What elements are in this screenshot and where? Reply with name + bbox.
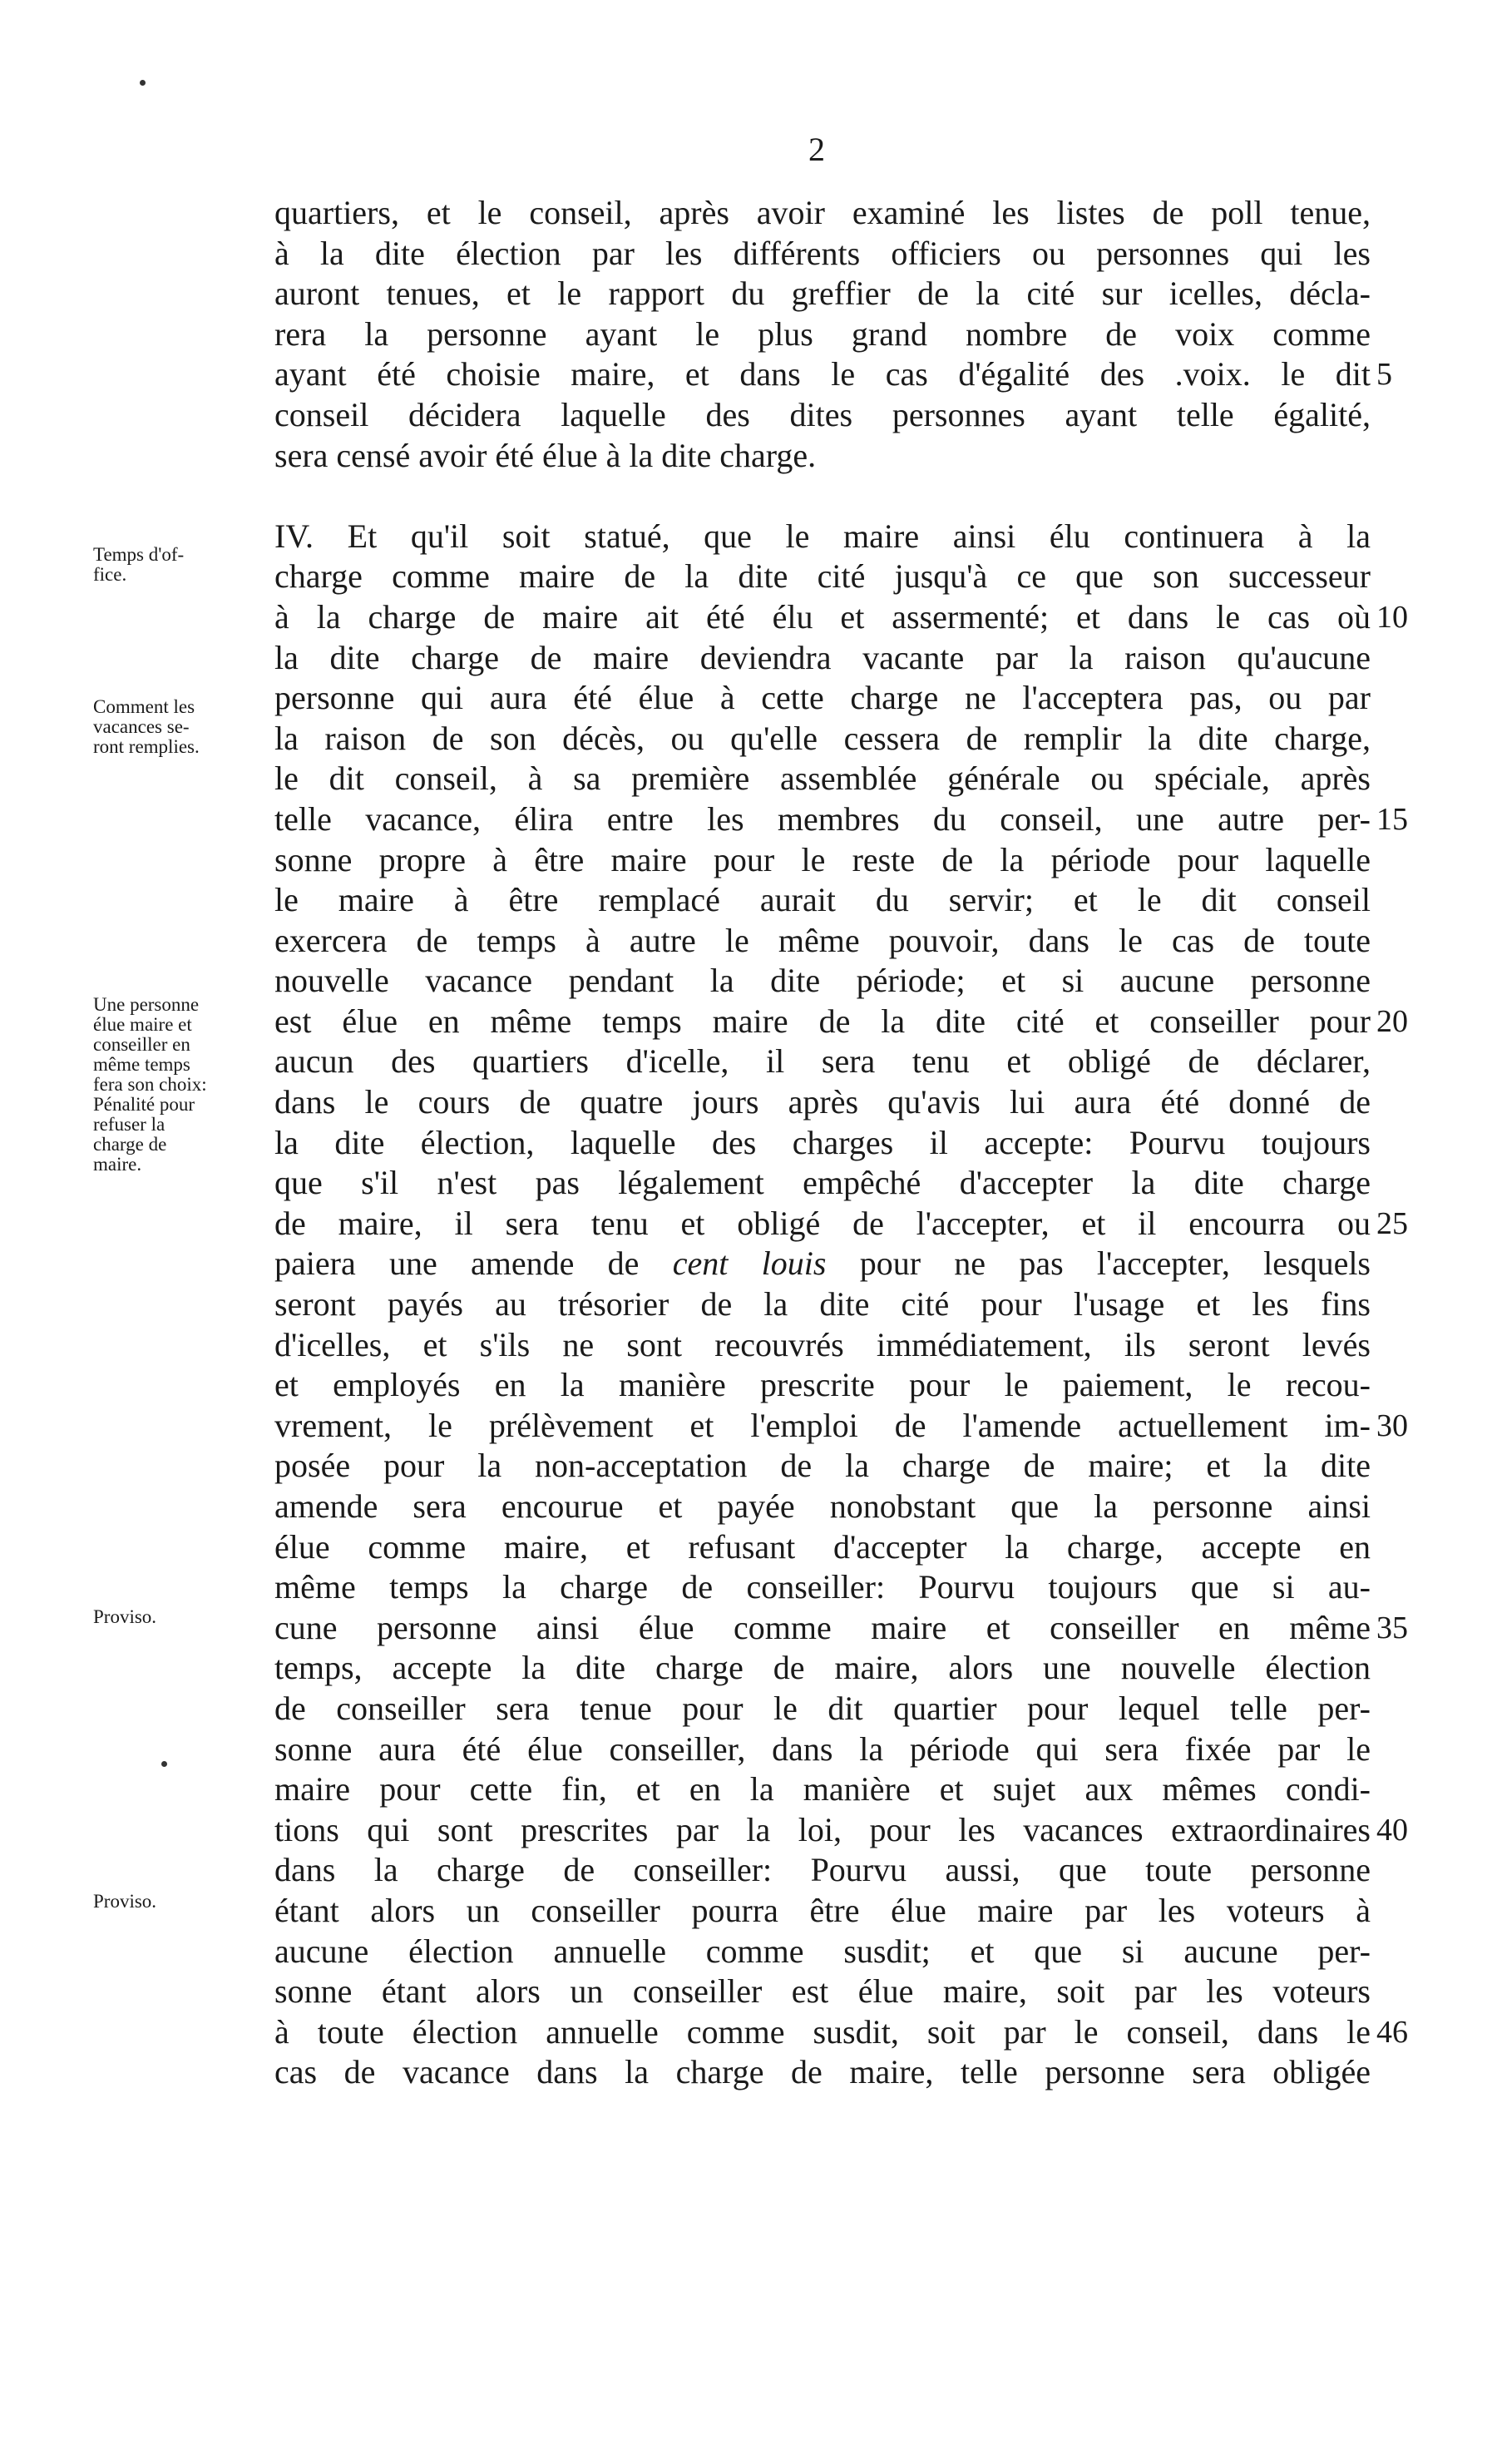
line-number: 35	[1376, 1610, 1408, 1645]
text-line: d'icelles, et s'ils ne sont recouvrés immédiatement, ils seront levés	[274, 1325, 1371, 1363]
text-line: sonne aura été élue conseiller, dans la période qui sera fixée par le	[274, 1729, 1371, 1768]
line-number	[1376, 1769, 1443, 1810]
text-line: aucun des quartiers d'icelle, il sera tenu et obligé de déclarer,	[274, 1042, 1371, 1081]
line-numbers	[1376, 193, 1443, 2093]
margin-note-line: Comment les	[93, 696, 195, 717]
margin-note-vacances	[93, 697, 268, 757]
text-line: telle vacance, élira entre les membres du conseil, une autre per-	[274, 799, 1371, 838]
line-number	[1376, 1163, 1443, 1204]
line-number	[1376, 1325, 1443, 1366]
margin-note-line: ront remplies.	[93, 736, 200, 757]
text-line: posée pour la non-acceptation de la charge de maire; et la dite	[274, 1447, 1371, 1485]
text-line: vrement, le prélèvement et l'emploi de l'amende actuellement im-	[274, 1406, 1371, 1444]
text-line: et employés en la manière prescrite pour le paiement, le recou-	[274, 1366, 1371, 1404]
text-line: élue comme maire, et refusant d'accepter la charge, accepte en	[274, 1527, 1371, 1566]
text-line: rera la personne ayant le plus grand nombre de voix comme	[274, 314, 1371, 353]
text-line: la dite charge de maire deviendra vacante par la raison qu'aucune	[274, 638, 1371, 676]
text-line: sera censé avoir été élue à la dite charge.	[274, 436, 817, 474]
text-line: auront tenues, et le rapport du greffier de la cité sur icelles, décla-	[274, 275, 1371, 313]
line-number	[1376, 1891, 1443, 1932]
text-line: cas de vacance dans la charge de maire, telle personne sera obligée	[274, 2053, 1371, 2091]
text-line: exercera de temps à autre le même pouvoir, dans le cas de toute	[274, 921, 1371, 959]
text-line: temps, accepte la dite charge de maire, alors une nouvelle élection	[274, 1649, 1371, 1687]
line-number	[1376, 1123, 1443, 1164]
margin-note-line: vacances se-	[93, 716, 190, 737]
text-line: seront payés au trésorier de la dite cité pour l'usage et les fins	[274, 1285, 1371, 1324]
line-number	[1376, 1487, 1443, 1527]
text-line: aucune élection annuelle comme susdit; et que si aucune per-	[274, 1932, 1371, 1970]
margin-note-line: Temps d'of-	[93, 544, 185, 565]
text-line: est élue en même temps maire de la dite cité et conseiller pour	[274, 1002, 1371, 1040]
line-number	[1376, 880, 1443, 921]
text-line	[274, 476, 1371, 517]
text-line: le maire à être remplacé aurait du servir; et le dit conseil	[274, 881, 1371, 919]
margin-note-temps-office	[93, 545, 268, 585]
page-number: 2	[808, 131, 825, 168]
margin-note-line: refuser la	[93, 1114, 166, 1135]
text-line: de maire, il sera tenu et obligé de l'accepter, et il encourra ou	[274, 1204, 1371, 1242]
margin-note-line: même temps	[93, 1054, 190, 1075]
line-number	[1376, 274, 1443, 314]
margin-note-line: Proviso.	[93, 1891, 157, 1912]
line-number: 46	[1376, 2014, 1408, 2050]
line-number	[1376, 314, 1443, 355]
margin-note-proviso	[93, 1607, 268, 1627]
text-line: dans la charge de conseiller: Pourvu aussi, que toute personne	[274, 1851, 1371, 1889]
line-number	[1376, 1527, 1443, 1568]
line-number: 25	[1376, 1205, 1408, 1241]
text-line: le dit conseil, à sa première assemblée générale ou spéciale, après	[274, 759, 1371, 798]
line-number	[1376, 1850, 1443, 1891]
line-number	[1376, 1284, 1443, 1325]
margin-note-proviso-2	[93, 1892, 268, 1912]
line-number	[1376, 2052, 1443, 2093]
line-number	[1376, 840, 1443, 881]
margin-note-line: charge de	[93, 1134, 167, 1155]
line-number: 10	[1376, 599, 1408, 635]
text-line: conseil décidera laquelle des dites personnes ayant telle égalité,	[274, 395, 1371, 433]
margin-note-line: Une personne	[93, 994, 200, 1015]
line-number	[1376, 1365, 1443, 1406]
text-line: tions qui sont prescrites par la loi, pour les vacances extraordinaires	[274, 1810, 1371, 1848]
text-line: que s'il n'est pas légalement empêché d'accepter la dite charge	[274, 1164, 1371, 1202]
margin-note-line: fice.	[93, 564, 127, 585]
line-number	[1376, 1244, 1443, 1284]
line-number: 15	[1376, 801, 1408, 837]
text-line: la raison de son décès, ou qu'elle cessera de remplir la dite charge,	[274, 719, 1371, 757]
text-line: sonne propre à être maire pour le reste de la période pour laquelle	[274, 840, 1371, 878]
line-number	[1376, 921, 1443, 962]
text-line: charge comme maire de la dite cité jusqu'à ce que son successeur	[274, 557, 1371, 596]
line-number	[1376, 678, 1443, 719]
text-line: à la charge de maire ait été élu et assermenté; et dans le cas où	[274, 597, 1371, 636]
line-number	[1376, 1042, 1443, 1082]
text-line: étant alors un conseiller pourra être élue maire par les voteurs à	[274, 1891, 1371, 1929]
margin-note-line: Pénalité pour	[93, 1094, 195, 1115]
line-number	[1376, 1567, 1443, 1608]
text-line: à la dite élection par les différents officiers ou personnes qui les	[274, 234, 1371, 272]
line-number: 5	[1376, 357, 1392, 393]
text-line: maire pour cette fin, et en la manière et sujet aux mêmes condi-	[274, 1770, 1371, 1808]
margin-note-personne-elue	[93, 995, 268, 1175]
line-number	[1376, 517, 1443, 557]
text-line: à toute élection annuelle comme susdit, soit par le conseil, dans le	[274, 2012, 1371, 2051]
line-number	[1376, 1689, 1443, 1729]
text-line: quartiers, et le conseil, après avoir examiné les listes de poll tenue,	[274, 194, 1371, 231]
text-line: la dite élection, laquelle des charges il accepte: Pourvu toujours	[274, 1123, 1371, 1161]
line-number	[1376, 193, 1443, 234]
line-number	[1376, 1729, 1443, 1770]
line-number	[1376, 1446, 1443, 1487]
line-number	[1376, 1082, 1443, 1123]
line-number: 30	[1376, 1408, 1408, 1443]
line-number: 40	[1376, 1812, 1408, 1848]
body-text	[274, 193, 1371, 2093]
text-line: nouvelle vacance pendant la dite période; et si aucune personne	[274, 962, 1371, 1000]
margin-note-line: conseiller en	[93, 1034, 190, 1055]
line-number: 20	[1376, 1003, 1408, 1039]
text-line: personne qui aura été élue à cette charge ne l'acceptera pas, ou par	[274, 679, 1371, 717]
text-line: amende sera encourue et payée nonobstant que la personne ainsi	[274, 1487, 1371, 1525]
line-number	[1376, 436, 1443, 477]
margin-note-line: fera son choix:	[93, 1074, 207, 1095]
line-number	[1376, 638, 1443, 679]
text-line: cune personne ainsi élue comme maire et conseiller en même	[274, 1608, 1371, 1646]
line-number	[1376, 1932, 1443, 1972]
margin-note-line: maire.	[93, 1154, 142, 1175]
margin-note-line: Proviso.	[93, 1606, 157, 1627]
line-number	[1376, 395, 1443, 436]
line-number	[1376, 961, 1443, 1002]
italic-term: cent louis	[672, 1244, 827, 1283]
text-line: sonne étant alors un conseiller est élue maire, soit par les voteurs	[274, 1972, 1371, 2011]
text-line: dans le cours de quatre jours après qu'avis lui aura été donné de	[274, 1083, 1371, 1121]
line-number	[1376, 1648, 1443, 1689]
text-line: ayant été choisie maire, et dans le cas d'égalité des .voix. le dit	[274, 355, 1371, 393]
line-number	[1376, 1972, 1443, 2012]
speck	[140, 80, 146, 86]
text-line: IV. Et qu'il soit statué, que le maire ainsi élu continuera à la	[274, 517, 1371, 555]
line-number	[1376, 557, 1443, 597]
text-line: même temps la charge de conseiller: Pourvu toujours que si au-	[274, 1568, 1371, 1606]
speck	[161, 1761, 167, 1767]
line-number	[1376, 719, 1443, 759]
line-number	[1376, 476, 1443, 517]
margin-note-line: élue maire et	[93, 1014, 192, 1035]
line-number	[1376, 759, 1443, 799]
line-number	[1376, 234, 1443, 275]
text-line: de conseiller sera tenue pour le dit quartier pour lequel telle per-	[274, 1689, 1371, 1727]
text-line: paiera une amende de cent louis pour ne pas l'accepter, lesquels	[274, 1244, 1371, 1283]
